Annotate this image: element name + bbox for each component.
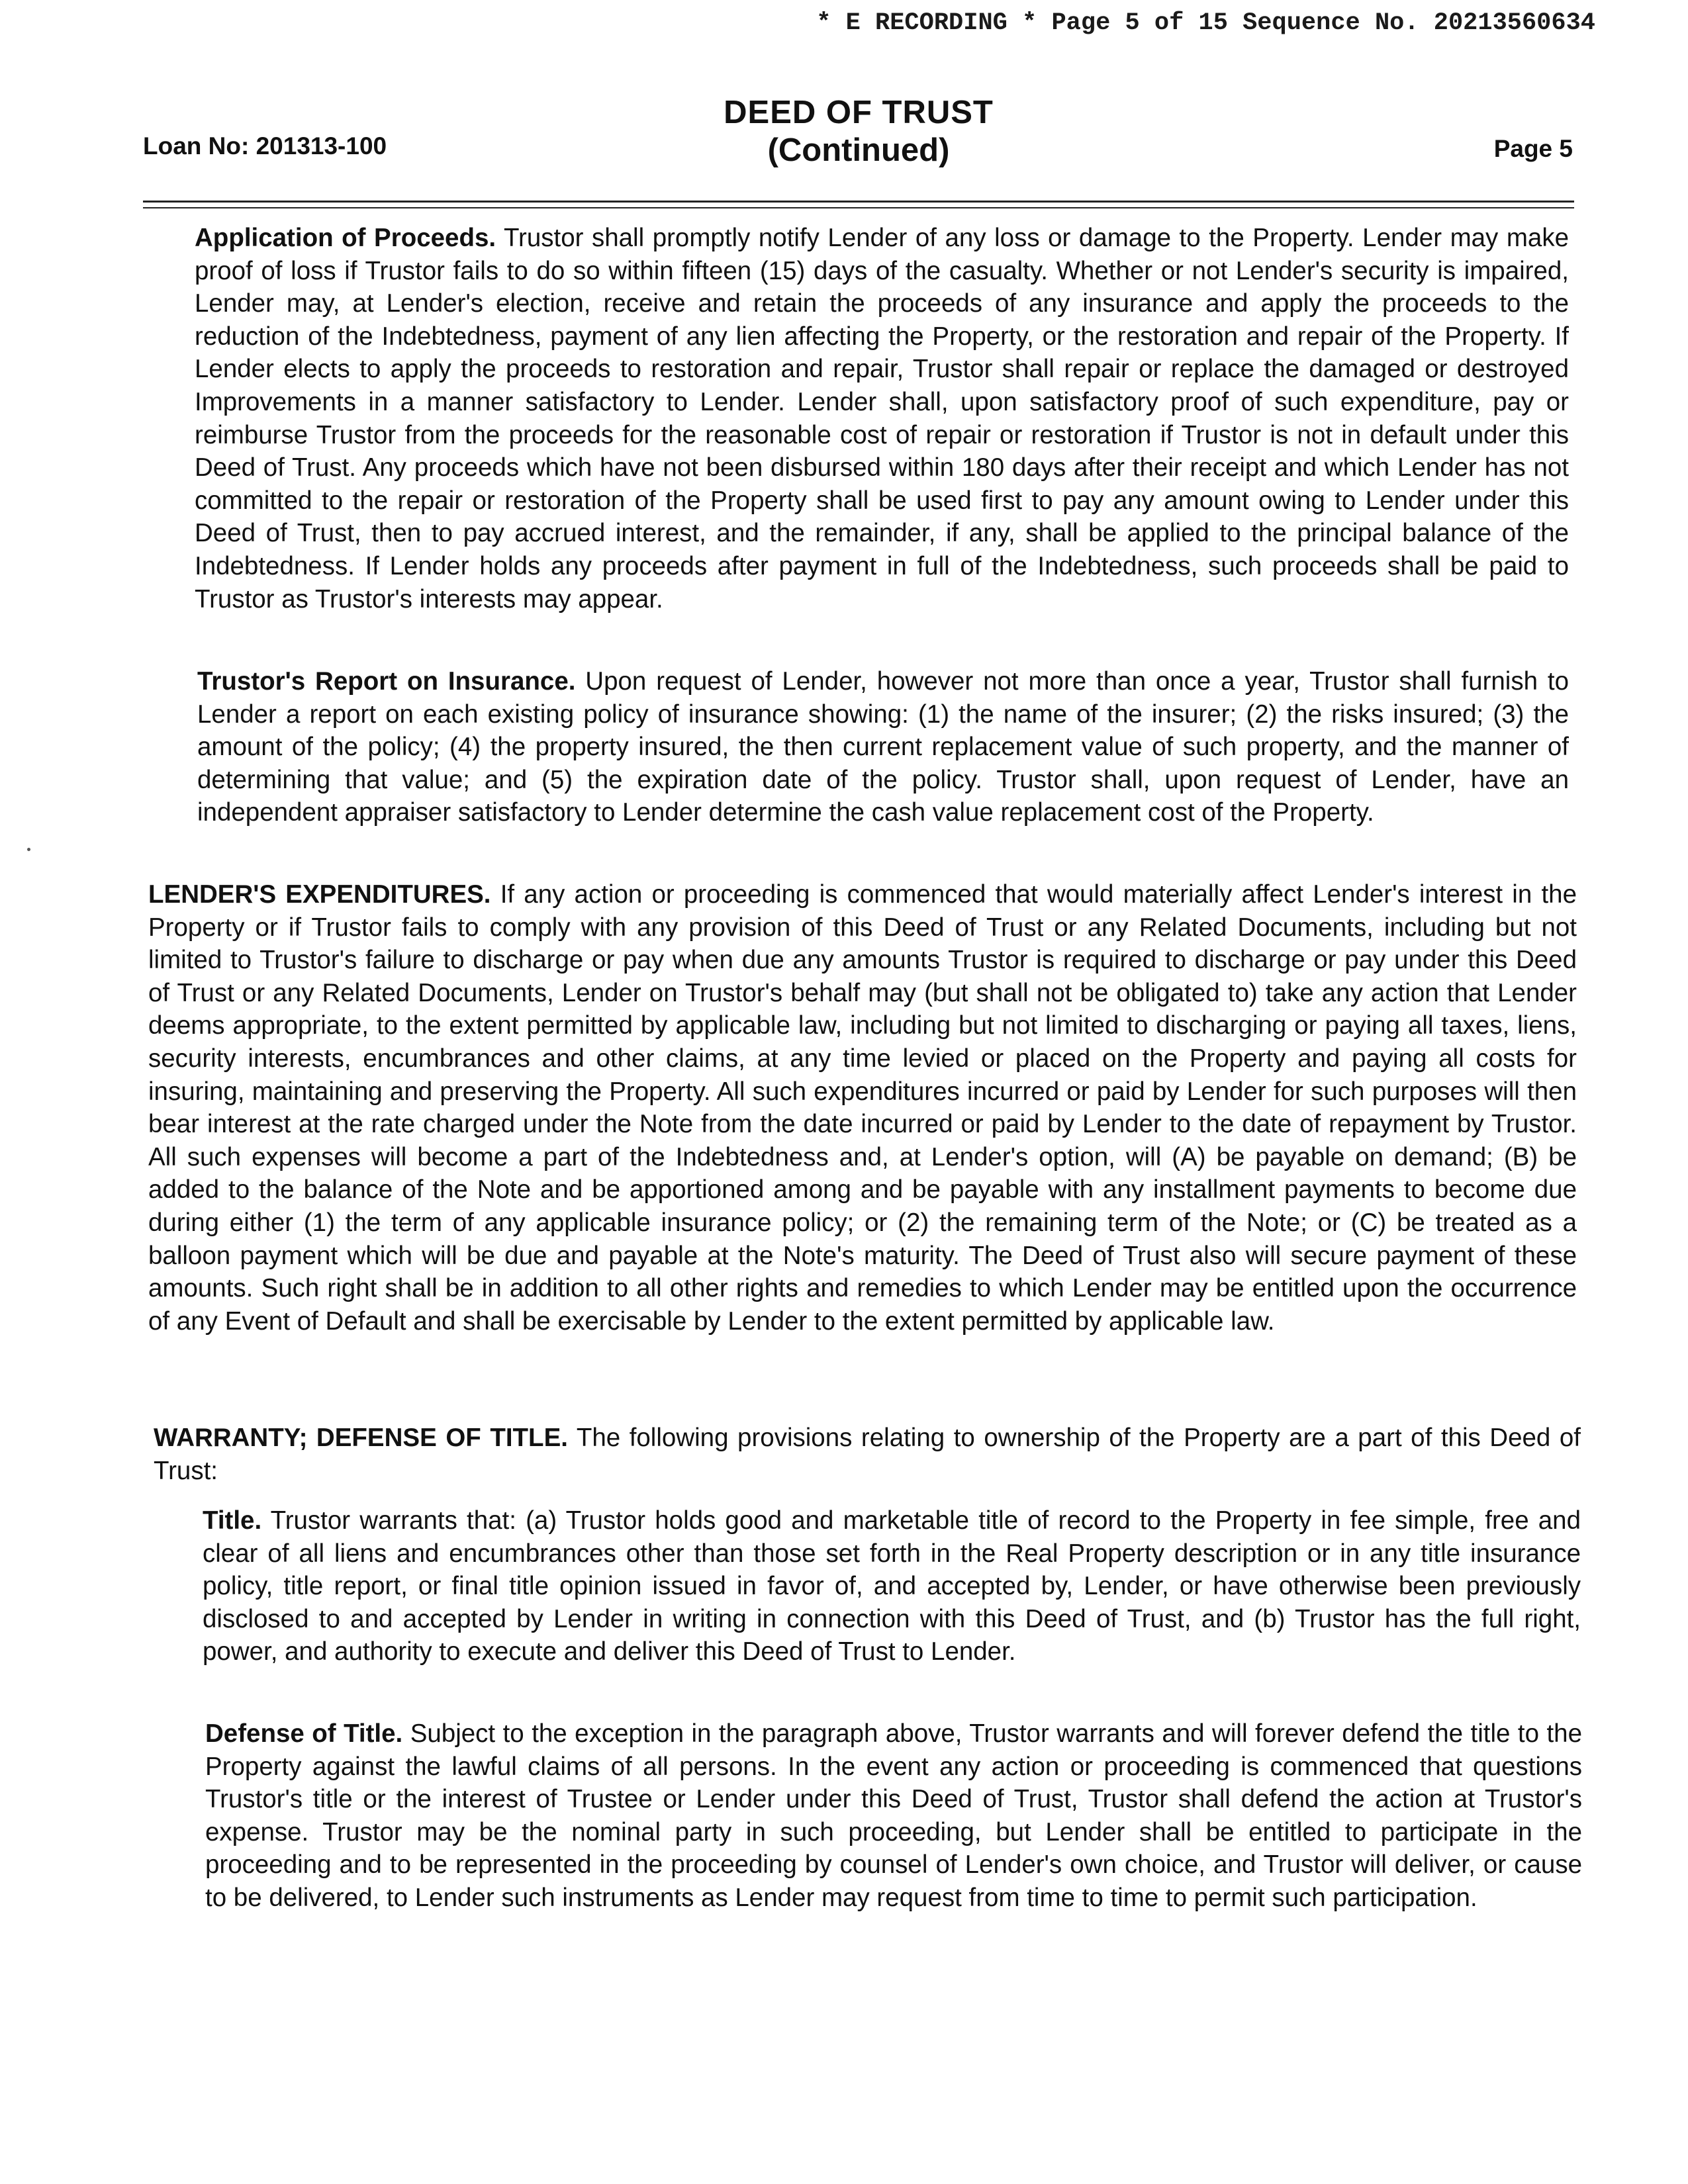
paragraph-defense-of-title <box>205 1717 1582 1915</box>
paragraph-text: If any action or proceeding is commenced that would materially affect Lender's interest in the Property or if Trustor fails to comply with any provision of this Deed of Trust or any Related Documents, including but not limited to Trustor's failure to discharge or pay when due any amounts Trustor is required to discharge or pay under this Deed of Trust or any Related Documents, Lender on Trustor's behalf may (but shall not be obligated to) take any action that Lender deems appropriate, to the extent permitted by applicable law, including but not limited to discharging or paying all taxes, liens, security interests, encumbrances and other claims, at any time levied or placed on the Property and paying all costs for insuring, maintaining and preserving the Property. All such expenditures incurred or paid by Lender for such purposes will then bear interest at the rate charged under the Note from the date incurred or paid by Lender to the date of repayment by Trustor. All such expenses will become a part of the Indebtedness and, at Lender's option, will (A) be payable on demand; (B) be added to the balance of the Note and be apportioned among and be payable with any installment payments to become due during either (1) the term of any applicable insurance policy; or (2) the remaining term of the Note; or (C) be treated as a balloon payment which will be due and payable at the Note's maturity. The Deed of Trust also will secure payment of these amounts. Such right shall be in addition to all other rights and remedies to which Lender may be entitled upon the occurrence of any Event of Default and shall be exercisable by Lender to the extent permitted by applicable law. <box>148 880 1577 1336</box>
document-subtitle: (Continued) <box>767 132 950 168</box>
header-rule-secondary <box>143 207 1574 208</box>
paragraph-heading: Trustor's Report on Insurance. <box>197 667 576 696</box>
paragraph-text: Trustor warrants that: (a) Trustor holds good and marketable title of record to the Property in fee simple, free and clear of all liens and encumbrances other than those set forth in the Real Property description or in any title insurance policy, title report, or final title opinion issued in favor of, and accepted by, Lender, or have otherwise been previously disclosed to and accepted by Lender in writing in connection with this Deed of Trust, and (b) Trustor has the full right, power, and authority to execute and deliver this Deed of Trust to Lender. <box>203 1506 1581 1666</box>
loan-number: Loan No: 201313-100 <box>143 132 387 159</box>
paragraph-heading: Title. <box>203 1506 262 1535</box>
paragraph-lenders-expenditures <box>148 878 1577 1338</box>
document-title-block <box>143 94 1574 169</box>
margin-mark <box>27 848 30 851</box>
paragraph-heading: LENDER'S EXPENDITURES. <box>148 880 491 909</box>
paragraph-text: Subject to the exception in the paragraph above, Trustor warrants and will forever defend the title to the Property against the lawful claims of all persons. In the event any action or proceeding is commenced that questions Trustor's title or the interest of Trustee or Lender under this Deed of Trust, Trustor shall defend the action at Trustor's expense. Trustor may be the nominal party in such proceeding, but Lender shall be entitled to participate in the proceeding and to be represented in the proceeding by counsel of Lender's own choice, and Trustor will deliver, or cause to be delivered, to Lender such instruments as Lender may request from time to time to permit such participation. <box>205 1719 1583 1912</box>
paragraph-report-on-insurance <box>197 665 1569 829</box>
paragraph-text: Upon request of Lender, however not more than once a year, Trustor shall furnish to Lender a report on each existing policy of insurance showing: (1) the name of the insurer; (2) the risks insured; (3) the amount of the policy; (4) the property insured, the then current replacement value of such property, and the manner of determining that value; and (5) the expiration date of the policy. Trustor shall, upon request of Lender, have an independent appraiser satisfactory to Lender determine the cash value replacement cost of the Property. <box>197 667 1569 827</box>
paragraph-application-of-proceeds <box>195 222 1569 615</box>
paragraph-heading: Defense of Title. <box>205 1719 403 1748</box>
paragraph-text: The following provisions relating to ownership of the Property are a part of this Deed of Trust: <box>154 1424 1581 1485</box>
recording-stamp: * E RECORDING * Page 5 of 15 Sequence No. 20213560634 <box>816 9 1595 37</box>
document-title: DEED OF TRUST <box>724 95 994 130</box>
paragraph-heading: Application of Proceeds. <box>195 224 496 252</box>
page-number: Page 5 <box>1493 135 1573 162</box>
paragraph-title <box>203 1504 1581 1668</box>
paragraph-text: Trustor shall promptly notify Lender of any loss or damage to the Property. Lender may make proof of loss if Trustor fails to do so within fifteen (15) days of the casualty. Whether or not Lender's security is impaired, Lender may, at Lender's election, receive and retain the proceeds of any insurance and apply the proceeds to the reduction of the Indebtedness, payment of any lien affecting the Property, or the restoration and repair of the Property. If Lender elects to apply the proceeds to restoration and repair, Trustor shall repair or replace the damaged or destroyed Improvements in a manner satisfactory to Lender. Lender shall, upon satisfactory proof of such expenditure, pay or reimburse Trustor from the proceeds for the reasonable cost of repair or restoration if Trustor is not in default under this Deed of Trust. Any proceeds which have not been disbursed within 180 days after their receipt and which Lender has not committed to the repair or restoration of the Property shall be used first to pay any amount owing to Lender under this Deed of Trust, then to pay accrued interest, and the remainder, if any, shall be applied to the principal balance of the Indebtedness. If Lender holds any proceeds after payment in full of the Indebtedness, such proceeds shall be paid to Trustor as Trustor's interests may appear. <box>195 224 1569 614</box>
paragraph-heading: WARRANTY; DEFENSE OF TITLE. <box>154 1424 568 1452</box>
page-header <box>143 91 1574 184</box>
paragraph-warranty-defense-of-title <box>154 1422 1581 1487</box>
header-rule <box>143 201 1574 203</box>
